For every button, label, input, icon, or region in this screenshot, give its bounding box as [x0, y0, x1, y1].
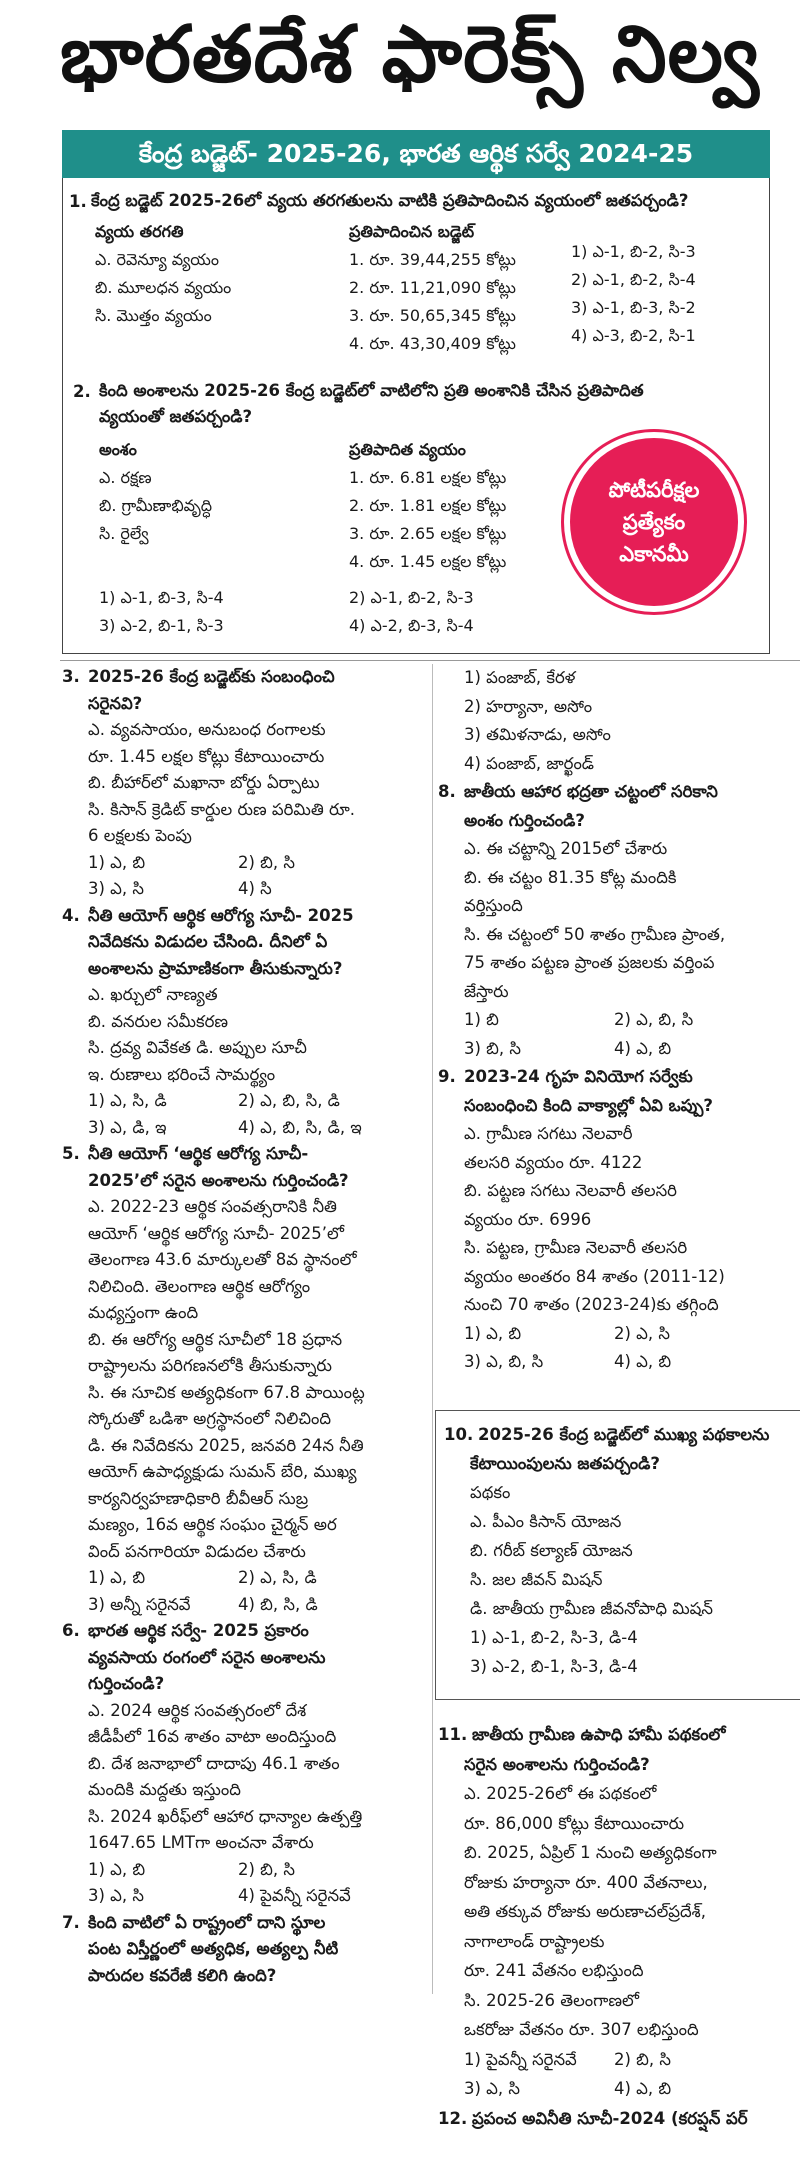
text-line: రాష్ట్రాలను పరిగణనలోకి తీసుకున్నారు [88, 1356, 332, 1375]
question-text: అంశాలను ప్రామాణికంగా తీసుకున్నారు? [88, 958, 343, 978]
text-line: ఎ. 2022-23 ఆర్థిక సంవత్సరానికి నీతి [88, 1197, 337, 1216]
option-row [438, 1320, 798, 1349]
option: 3) ఎ, డి, ఇ [88, 1117, 167, 1137]
q2-col-b-item: 2. రూ. 1.81 లక్షల కోట్లు [349, 496, 507, 515]
option-row [62, 1115, 428, 1142]
question-text: 2025-26 కేంద్ర బడ్జెట్‌కు సంబంధించి [88, 667, 335, 686]
text-line: నిలిచింది. తెలంగాణ ఆర్థిక ఆరోగ్యం [88, 1276, 311, 1296]
right-column-bottom [438, 1720, 798, 2133]
text-line: ఒకరోజు వేతనం రూ. 307 లభిస్తుంది [464, 2020, 699, 2039]
text-line: 3) తమిళనాడు, అసోం [464, 725, 611, 744]
text-line: పథకం [470, 1483, 511, 1502]
text-line: వర్తిస్తుంది [464, 896, 523, 915]
text-line: ఆయోగ్ ‘ఆర్థిక ఆరోగ్య సూచీ- 2025’లో [88, 1223, 345, 1243]
text-line: స్కోరుతో ఒడిశా అగ్రస్థానంలో నిలిచింది [88, 1409, 331, 1428]
option: 1) ఎ, బి [464, 1323, 522, 1343]
q1-col-a-item: బి. మూలధన వ్యయం [95, 278, 232, 297]
q1-col-a-head: వ్యయ తరగతి [95, 222, 184, 241]
stamp-line: ప్రత్యేకం [622, 510, 686, 534]
q1-col-b-head: ప్రతిపాదించిన బడ్జెట్ [349, 222, 475, 241]
option-row [62, 1088, 428, 1115]
text-line: బి. పట్టణ సగటు నెలవారీ తలసరి [464, 1181, 677, 1200]
page-headline: భారతదేశ ఫారెక్స్ నిల్వ [60, 10, 760, 100]
q1-question: కేంద్ర బడ్జెట్ 2025-26లో వ్యయ తరగతులను వాటికి ప్రతిపాదించిన వ్యయంలో జతపర్చండి? [91, 191, 689, 210]
question-number: 11. [438, 1725, 468, 1744]
q10-block [444, 1420, 798, 1681]
option: 1) పైవన్నీ సరైనవే [464, 2049, 577, 2069]
q2-col-b-head: ప్రతిపాదిత వ్యయం [349, 440, 466, 459]
question-text: సరైనవి? [88, 693, 143, 713]
text-line: సి. ద్రవ్య వివేకత డి. అప్పుల సూచీ [88, 1038, 307, 1057]
question-text: నీతి ఆయోగ్ ‘ఆర్థిక ఆరోగ్య సూచీ- [88, 1144, 309, 1163]
text-line: బి. బీహార్‌లో మఖానా బోర్డు ఏర్పాటు [88, 773, 320, 792]
text-line: నాగాలాండ్ రాష్ట్రాలకు [464, 1931, 605, 1951]
question-text: 2025-26 కేంద్ర బడ్జెట్‌లో ముఖ్య పథకాలను [478, 1425, 770, 1444]
option: 3) ఎ, బి, సి [464, 1352, 544, 1371]
text-line: సి. 2025-26 తెలంగాణలో [464, 1990, 639, 2010]
option-row [438, 1035, 798, 1064]
q2-question: కింది అంశాలను 2025-26 కేంద్ర బడ్జెట్‌లో వాటిలోని ప్రతి అంశానికి చేసిన ప్రతిపాదిత [99, 381, 644, 400]
text-line: రూ. 86,000 కోట్లు కేటాయించారు [464, 1813, 685, 1833]
text-line: ఎ. గ్రామీణ సగటు నెలవారీ [464, 1124, 633, 1143]
option-row [62, 1857, 428, 1884]
section-banner: కేంద్ర బడ్జెట్- 2025-26, భారత ఆర్థిక సర్వే 2024-25 [62, 130, 770, 178]
text-line: 4) పంజాబ్, జార్ఖండ్ [464, 753, 595, 773]
text-line: మణ్యం, 16వ ఆర్థిక సంఘం చైర్మన్ అర [88, 1515, 337, 1534]
question-text: వ్యవసాయ రంగంలో సరైన అంశాలను [88, 1647, 326, 1667]
text-line: బి. గరీబ్ కల్యాణ్ యోజన [470, 1541, 633, 1560]
text-line: 1) పంజాబ్, కేరళ [464, 668, 576, 687]
question-text: సంబంధించి కింది వాక్యాల్లో ఏవి ఒప్పు? [464, 1095, 713, 1115]
text-line: కార్యనిర్వహణాధికారి బీవీఆర్ సుబ్ర [88, 1488, 309, 1508]
question-number: 12. [438, 2108, 468, 2128]
text-line: 3) ఎ-2, బి-1, సి-3, డి-4 [470, 1657, 638, 1676]
text-line: ఇ. రుణాలు భరించే సామర్థ్యం [88, 1064, 276, 1084]
text-line: ఎ. పీఎం కిసాన్ యోజన [470, 1512, 622, 1531]
q2-col-b-item: 1. రూ. 6.81 లక్షల కోట్లు [349, 468, 507, 487]
question-line [444, 1420, 798, 1449]
question-text: పారుదల కవరేజీ కలిగి ఉంది? [88, 1965, 277, 1985]
q1-col-b-item: 3. రూ. 50,65,345 కోట్లు [349, 306, 516, 325]
question-line [438, 2104, 798, 2134]
text-line: మందికి మద్దతు ఇస్తుంది [88, 1780, 241, 1799]
text-line: బి. 2025, ఏప్రిల్ 1 నుంచి అత్యధికంగా [464, 1843, 717, 1862]
text-line: ఎ. వ్యవసాయం, అనుబంధ రంగాలకు [88, 720, 326, 739]
question-number: 7. [62, 1912, 80, 1932]
question-text: జాతీయ గ్రామీణ ఉపాధి హామీ పథకంలో [472, 1725, 726, 1744]
option-row [62, 876, 428, 903]
option: 2) బి, సి [238, 1859, 295, 1879]
text-line: వ్యయం రూ. 6996 [464, 1209, 592, 1229]
column-divider [432, 664, 433, 1994]
question-number: 6. [62, 1621, 80, 1640]
q2-option: 4) ఎ-2, బి-3, సి-4 [349, 616, 474, 635]
option: 1) ఎ, సి, డి [88, 1091, 167, 1110]
option-row [438, 2074, 798, 2104]
q2-number: 2. [73, 382, 91, 401]
question-line [62, 903, 428, 930]
text-line: వ్యయం అంతరం 84 శాతం (2011-12) [464, 1266, 725, 1286]
question-text: పంట విస్తీర్ణంలో అత్యధిక, అత్యల్ప నీటి [88, 1939, 339, 1958]
question-text: జాతీయ ఆహార భద్రతా చట్టంలో సరికాని [464, 782, 718, 801]
q1-col-b-item: 1. రూ. 39,44,255 కోట్లు [349, 250, 516, 269]
option-row [62, 1883, 428, 1910]
option: 2) బి, సి [614, 2049, 671, 2069]
text-line: 6 లక్షలకు పెంపు [88, 826, 192, 845]
text-line: రోజుకు హర్యానా రూ. 400 వేతనాలు, [464, 1872, 708, 1892]
question-text: ప్రపంచ అవినీతి సూచీ-2024 (కరప్షన్ పర్ [472, 2108, 748, 2128]
q2-question-cont: వ్యయంతో జతపర్చండి? [99, 407, 253, 426]
option: 1) ఎ, బి [88, 852, 146, 872]
option-row [62, 850, 428, 877]
text-line: సి. ఈ సూచిక అత్యధికంగా 67.8 పాయింట్ల [88, 1382, 365, 1402]
stamp-line: పోటీపరీక్షల [608, 478, 700, 502]
text-line: ఎ. ఖర్చులో నాణ్యత [88, 985, 218, 1004]
option: 3) ఎ, సి [464, 2079, 520, 2098]
option-row [62, 1565, 428, 1592]
question-line [62, 664, 428, 691]
question-text: గుర్తించండి? [88, 1674, 165, 1693]
text-line: అతి తక్కువ రోజుకు అరుణాచల్‌ప్రదేశ్, [464, 1902, 706, 1921]
q2-col-a-item: బి. గ్రామీణాభివృద్ధి [99, 496, 213, 515]
option: 1) ఎ, బి [88, 1859, 146, 1879]
q1-option: 3) ఎ-1, బి-3, సి-2 [571, 298, 696, 317]
question-number: 10. [444, 1425, 474, 1444]
q2-col-a-item: సి. రైల్వే [99, 524, 149, 543]
option-row [438, 2045, 798, 2075]
text-line: సి. కిసాన్ క్రెడిట్ కార్డుల రుణ పరిమితి రూ. [88, 799, 356, 819]
question-line [62, 1910, 428, 1937]
q2-col-a-item: ఎ. రక్షణ [99, 468, 152, 487]
question-number: 8. [438, 782, 456, 801]
text-line: రూ. 1.45 లక్షల కోట్లు కేటాయించారు [88, 746, 325, 766]
option: 4) పైవన్నీ సరైనవే [238, 1886, 351, 1905]
option: 3) బి, సి [464, 1038, 521, 1058]
q1-col-a-item: ఎ. రెవెన్యూ వ్యయం [95, 250, 219, 269]
option: 2) ఎ, బి, సి [614, 1010, 694, 1029]
q2-option: 3) ఎ-2, బి-1, సి-3 [99, 616, 224, 635]
text-line: సి. 2024 ఖరీఫ్‌లో ఆహార ధాన్యాల ఉత్పత్తి [88, 1806, 363, 1826]
q2-col-b-item: 3. రూ. 2.65 లక్షల కోట్లు [349, 524, 507, 543]
option-row [438, 1348, 798, 1377]
question-line [438, 778, 798, 807]
option: 4) ఎ, బి, సి, డి, ఇ [238, 1117, 362, 1137]
question-text: కింది వాటిలో ఏ రాష్ట్రంలో దాని స్థూల [88, 1912, 326, 1932]
text-line: 1647.65 LMTగా అంచనా వేశారు [88, 1833, 314, 1852]
text-line: నుంచి 70 శాతం (2023-24)కు తగ్గింది [464, 1295, 719, 1314]
q2-option: 2) ఎ-1, బి-2, సి-3 [349, 588, 474, 607]
option: 4) బి, సి, డి [238, 1594, 318, 1614]
question-text: సరైన అంశాలను గుర్తించండి? [464, 1754, 650, 1774]
text-line: వింద్ పనగారియా విడుదల చేశారు [88, 1541, 306, 1561]
question-text: భారత ఆర్థిక సర్వే- 2025 ప్రకారం [88, 1621, 309, 1640]
text-line: 1) ఎ-1, బి-2, సి-3, డి-4 [470, 1628, 638, 1647]
text-line: బి. దేశ జనాభాలో దాదాపు 46.1 శాతం [88, 1753, 340, 1773]
option-row [438, 1006, 798, 1035]
option: 4) ఎ, బి [614, 2079, 672, 2098]
text-line: బి. వనరుల సమీకరణ [88, 1011, 229, 1031]
question-line [62, 1618, 428, 1645]
option: 2) బి, సి [238, 852, 295, 872]
stamp-line: ఎకానమీ [619, 542, 689, 566]
text-line: డి. ఈ నివేదికను 2025, జనవరి 24న నీతి [88, 1435, 364, 1455]
text-line: తెలంగాణ 43.6 మార్కులతో 8వ స్థానంలో [88, 1250, 357, 1269]
section-divider [60, 660, 800, 661]
question-line [438, 1720, 798, 1750]
question-number: 9. [438, 1067, 456, 1086]
text-line: ఎ. 2024 ఆర్థిక సంవత్సరంలో దేశ [88, 1700, 307, 1720]
q2-col-b-item: 4. రూ. 1.45 లక్షల కోట్లు [349, 552, 507, 571]
question-text: 2023-24 గృహ వినియోగ సర్వేకు [464, 1067, 693, 1086]
text-line: సి. జల జీవన్ మిషన్ [470, 1570, 603, 1589]
option: 2) ఎ, సి [614, 1323, 670, 1343]
q1-col-b-item: 2. రూ. 11,21,090 కోట్లు [349, 278, 516, 297]
right-column-top [438, 664, 798, 1377]
option-row [62, 1592, 428, 1619]
left-column [62, 664, 428, 1989]
text-line: మధ్యస్తంగా ఉంది [88, 1303, 199, 1322]
q2-col-a-head: అంశం [99, 440, 137, 459]
question-number: 3. [62, 667, 80, 686]
question-text: 2025’లో సరైన అంశాలను గుర్తించండి? [88, 1170, 349, 1190]
text-line: తలసరి వ్యయం రూ. 4122 [464, 1152, 643, 1172]
question-text: నీతి ఆయోగ్ ఆర్థిక ఆరోగ్య సూచీ- 2025 [88, 905, 354, 925]
option: 2) ఎ, బి, సి, డి [238, 1091, 340, 1110]
text-line: జేస్తారు [464, 981, 509, 1001]
q1-number: 1. [69, 192, 87, 211]
question-line [438, 1063, 798, 1092]
option: 4) ఎ, బి [614, 1038, 672, 1058]
text-line: 75 శాతం పట్టణ ప్రాంత ప్రజలకు వర్తింప [464, 953, 715, 972]
q1-option: 4) ఎ-3, బి-2, సి-1 [571, 326, 696, 345]
question-number: 5. [62, 1144, 80, 1163]
text-line: సి. ఈ చట్టంలో 50 శాతం గ్రామీణ ప్రాంత, [464, 924, 726, 944]
option: 2) ఎ, సి, డి [238, 1568, 317, 1587]
option: 3) ఎ, సి [88, 879, 144, 898]
text-line: డి. జాతీయ గ్రామీణ జీవనోపాధి మిషన్ [470, 1599, 714, 1618]
text-line: ఎ. 2025-26లో ఈ పథకంలో [464, 1784, 657, 1803]
q1-option: 1) ఎ-1, బి-2, సి-3 [571, 242, 696, 261]
option: 1) బి [464, 1010, 499, 1029]
special-stamp-badge [570, 438, 738, 606]
option: 1) ఎ, బి [88, 1568, 146, 1587]
text-line: జీడీపీలో 16వ శాతం వాటా అందిస్తుంది [88, 1727, 337, 1746]
text-line: బి. ఈ ఆరోగ్య ఆర్థిక సూచీలో 18 ప్రధాన [88, 1329, 343, 1349]
text-line: బి. ఈ చట్టం 81.35 కోట్ల మందికి [464, 867, 677, 887]
text-line: ఆయోగ్ ఉపాధ్యక్షుడు సుమన్ బేరి, ముఖ్య [88, 1462, 357, 1481]
question-text: అంశం గుర్తించండి? [464, 810, 585, 830]
option: 3) అన్నీ సరైనవే [88, 1594, 191, 1614]
option: 4) ఎ, బి [614, 1352, 672, 1371]
text-line: 2) హర్యానా, అసోం [464, 696, 593, 716]
q1-option: 2) ఎ-1, బి-2, సి-4 [571, 270, 696, 289]
question-text: కేటాయింపులను జతపర్చండి? [470, 1454, 660, 1473]
q1-col-b-item: 4. రూ. 43,30,409 కోట్లు [349, 334, 516, 353]
q2-option: 1) ఎ-1, బి-3, సి-4 [99, 588, 224, 607]
text-line: ఎ. ఈ చట్టాన్ని 2015లో చేశారు [464, 839, 668, 858]
option: 3) ఎ, సి [88, 1886, 144, 1905]
text-line: రూ. 241 వేతనం లభిస్తుంది [464, 1961, 644, 1980]
question-text: నివేదికను విడుదల చేసింది. దీనిలో ఏ [88, 932, 328, 951]
q1-col-a-item: సి. మొత్తం వ్యయం [95, 306, 212, 325]
text-line: సి. పట్టణ, గ్రామీణ నెలవారీ తలసరి [464, 1238, 688, 1257]
option: 4) సి [238, 879, 272, 898]
question-number: 4. [62, 905, 80, 925]
question-line [62, 1141, 428, 1168]
